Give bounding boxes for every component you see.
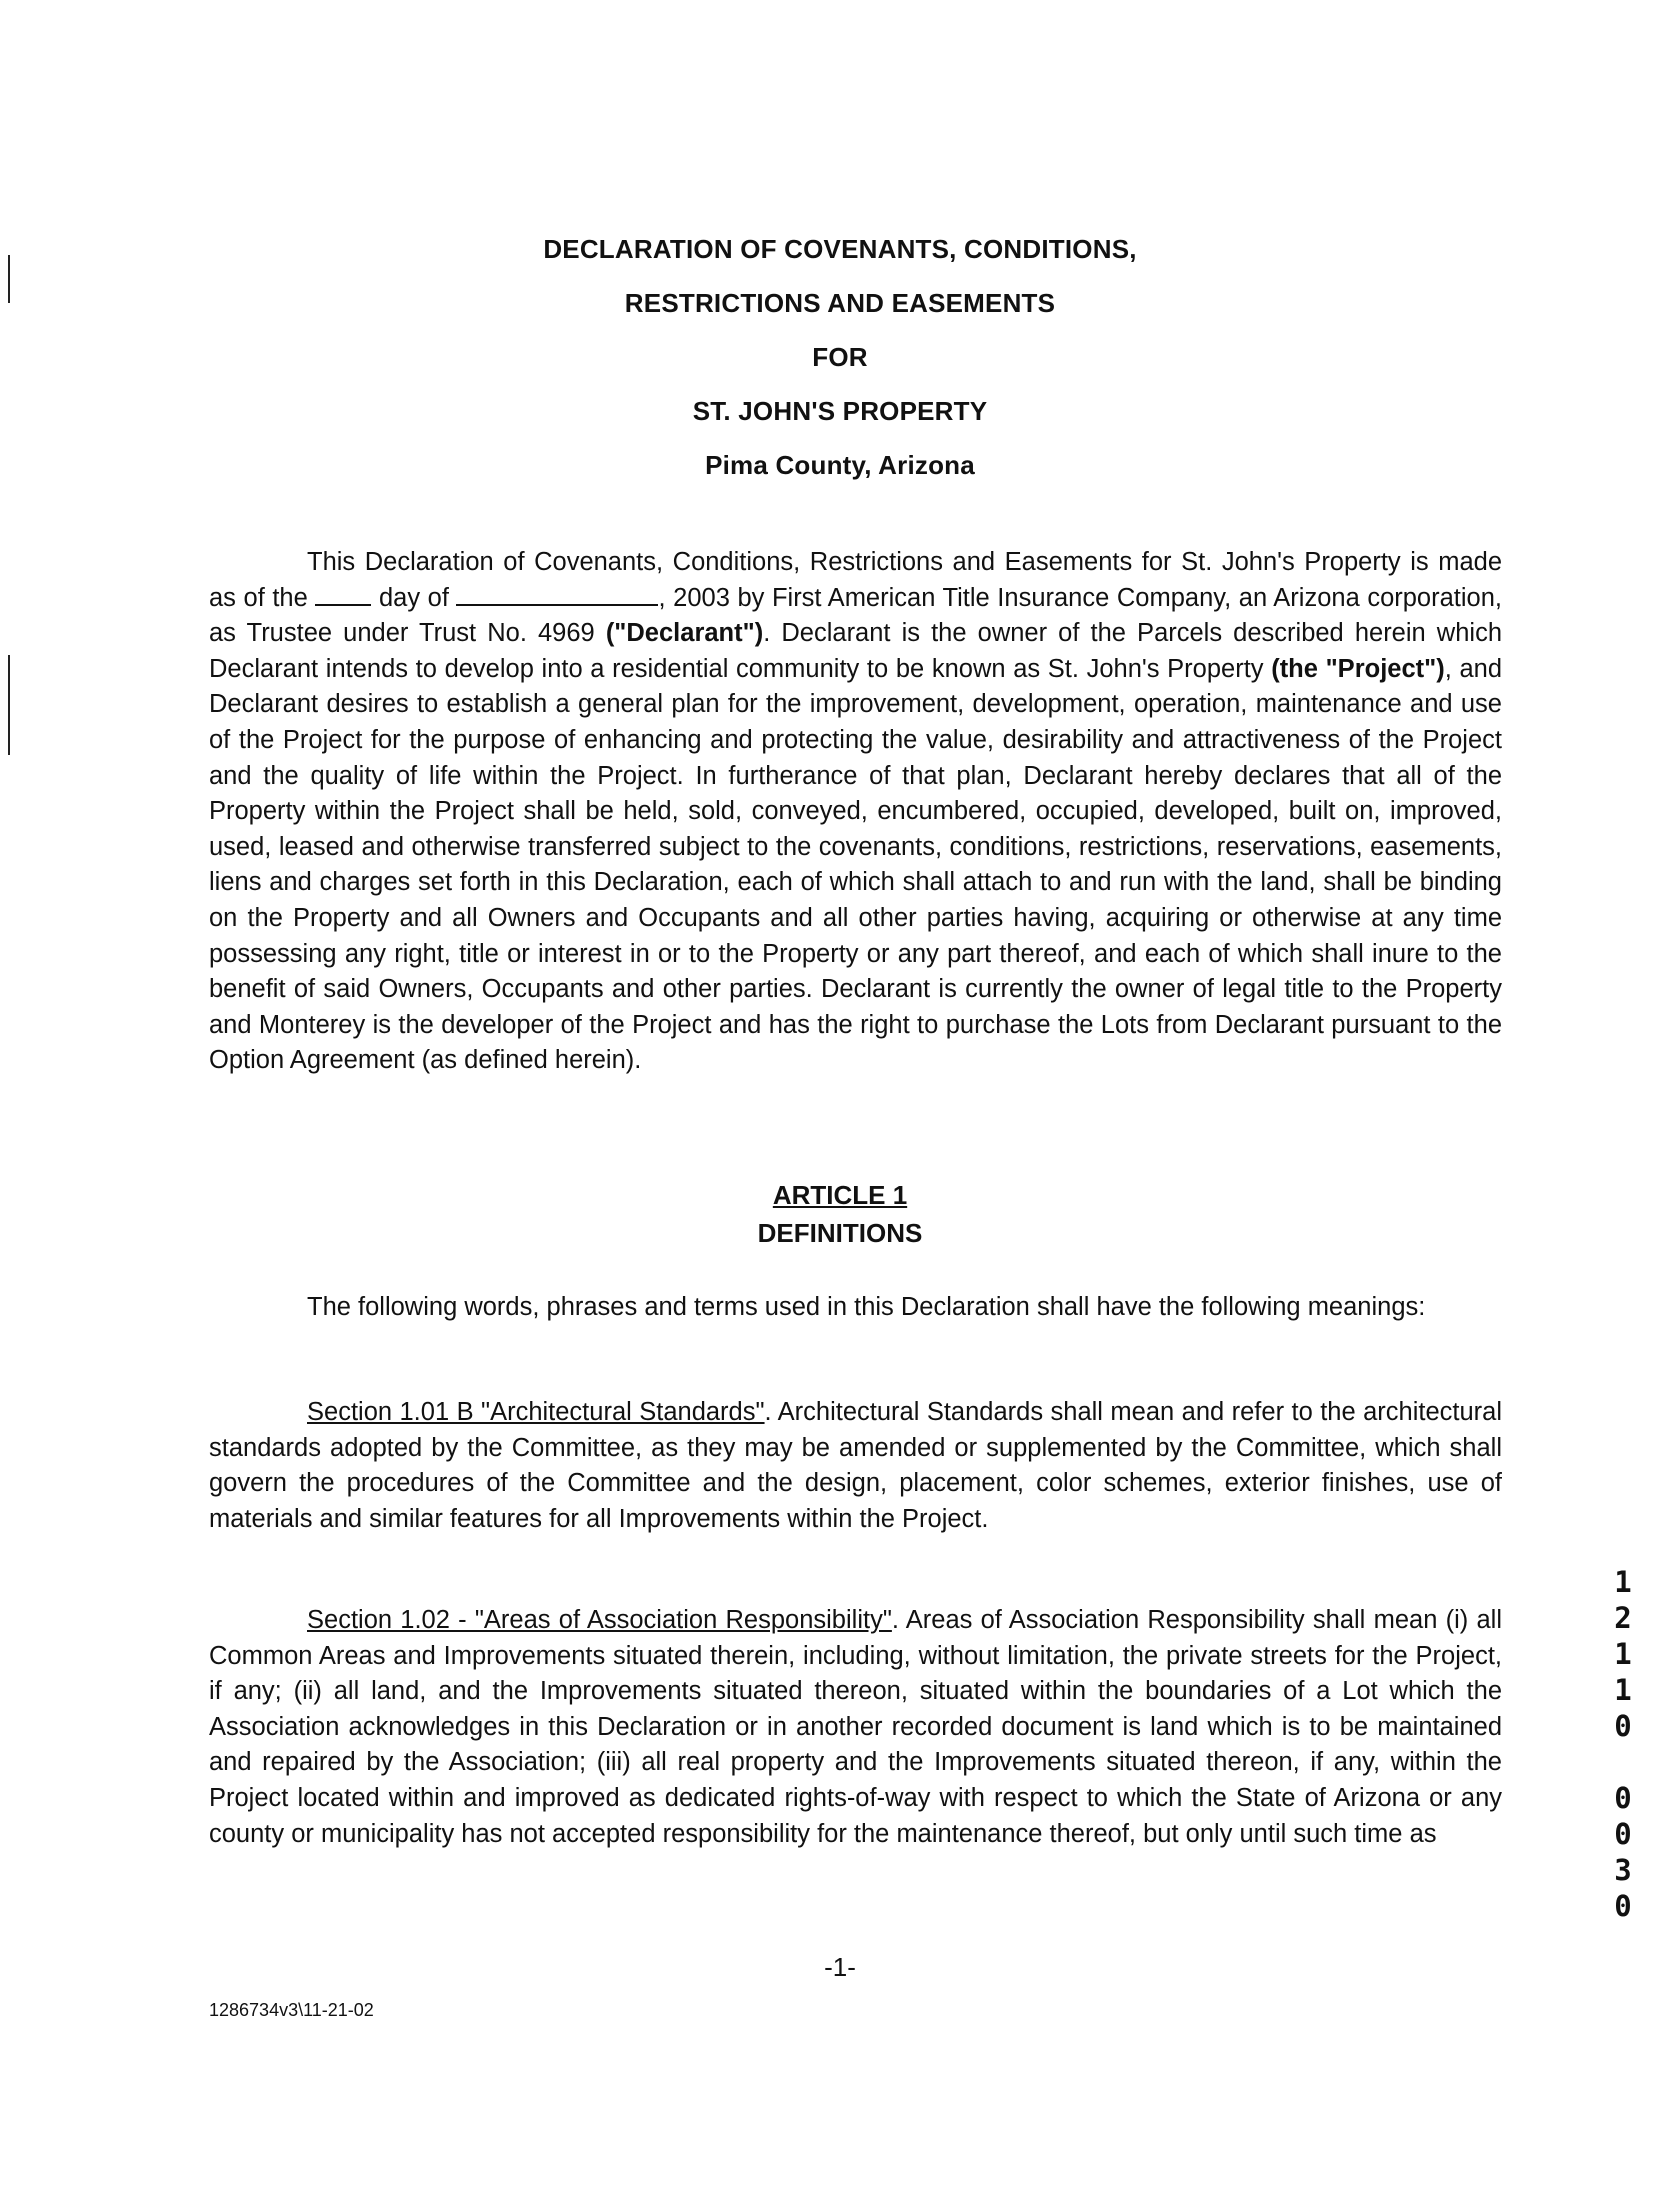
- intro-paragraph: [209, 545, 1502, 1079]
- intro-text: , and Declarant desires to establish a general plan for the improvement, development, operation, maintenance and use of the Project for the purpose of enhancing and protecting the value, desirability and attractiveness of the Project and the quality of life within the Project. In furtherance of that plan, Declarant hereby declares that all of the Property within the Project shall be held, sold, conveyed, encumbered, occupied, developed, built on, improved, used, leased and otherwise transferred subject to the covenants, conditions, restrictions, reservations, easements, liens and charges set forth in this Declaration, each of which shall attach to and run with the land, shall be binding on the Property and all Owners and Occupants and all other parties having, acquiring or otherwise at any time possessing any right, title or interest in or to the Property or any part thereof, and each of which shall inure to the benefit of said Owners, Occupants and other parties. Declarant is currently the owner of legal title to the Property and Monterey is the developer of the Project and has the right to purchase the Lots from Declarant pursuant to the Option Agreement (as defined herein).: [209, 654, 1502, 1075]
- article-name: DEFINITIONS: [757, 1218, 923, 1248]
- project-term: (the "Project"): [1271, 654, 1445, 683]
- intro-paragraph-block: [209, 545, 1502, 1079]
- stamp-digit: 0: [1614, 1781, 1632, 1815]
- page-number: -1-: [824, 1952, 856, 1982]
- section-text: . Architectural Standards shall mean and refer to the architectural standards adopted by the Committee, as they may be amended or supplemented by the Committee, which shall govern the procedures of the Committee and the design, placement, color schemes, exterior finishes, use of materials and similar features for all Improvements within the Project.: [209, 1398, 1502, 1533]
- intro-text: This Declaration of Covenants, Conditions, Restrictions and Easements for St. John's Property is made as of the: [209, 548, 1502, 612]
- stamp-digit: 1: [1614, 1565, 1632, 1599]
- declarant-term: ("Declarant"): [605, 619, 764, 648]
- section-1-02: [209, 1603, 1502, 1852]
- stamp-digit: 2: [1614, 1601, 1632, 1635]
- title-line: ST. JOHN'S PROPERTY: [692, 396, 988, 426]
- intro-text: day of: [371, 583, 457, 612]
- intro-text: , 2003 by First American Title Insurance Company, an Arizona corporation, as Trustee under Trust No. 4969: [209, 583, 1502, 648]
- stamp-digit: 1: [1614, 1673, 1632, 1707]
- section-text: . Areas of Association Responsibility shall mean (i) all Common Areas and Improvements situated therein, including, without limitation, the private streets for the Project, if any; (ii) all land, and the Improvements situated thereon, situated within the boundaries of a Lot which the Association acknowledges in this Declaration or in another recorded document is land which is to be maintained and repaired by the Association; (iii) all real property and the Improvements situated thereon, if any, within the Project located within and improved as dedicated rights-of-way with respect to which the State of Arizona or any county or municipality has not accepted responsibility for the maintenance thereof, but only until such time as: [209, 1606, 1502, 1848]
- title-line: DECLARATION OF COVENANTS, CONDITIONS,: [543, 234, 1137, 264]
- date-day-blank: [315, 582, 371, 606]
- stamp-digit: 3: [1614, 1853, 1632, 1887]
- title-line: FOR: [812, 342, 868, 372]
- date-month-blank: [456, 582, 658, 606]
- section-1-01: [209, 1395, 1502, 1537]
- title-line: RESTRICTIONS AND EASEMENTS: [624, 288, 1056, 318]
- stamp-digit: 0: [1614, 1817, 1632, 1851]
- stamp-digit: [1608, 1744, 1638, 1780]
- stamp-digit: 0: [1614, 1709, 1632, 1743]
- article-number: ARTICLE 1: [772, 1180, 908, 1210]
- stamp-digit: 0: [1614, 1889, 1632, 1923]
- document-id: 1286734v3\11-21-02: [209, 2000, 374, 2020]
- document-title: [0, 222, 1680, 492]
- section-heading: Section 1.01 B "Architectural Standards": [307, 1398, 765, 1426]
- intro-text: . Declarant is the owner of the Parcels described herein which Declarant intends to develop into a residential community to be known as St. John's Property: [209, 619, 1502, 683]
- title-line: Pima County, Arizona: [705, 450, 975, 480]
- definitions-intro-block: [209, 1290, 1502, 1326]
- definitions-intro: The following words, phrases and terms used in this Declaration shall have the following meanings:: [307, 1293, 1426, 1321]
- scan-margin-mark: [8, 655, 10, 755]
- section-paragraph: [209, 1603, 1502, 1852]
- section-paragraph: [209, 1395, 1502, 1537]
- section-heading: Section 1.02 - "Areas of Association Responsibility": [307, 1606, 892, 1634]
- stamp-digit: 1: [1614, 1637, 1632, 1671]
- article-heading: [0, 1176, 1680, 1252]
- recording-stamp: [1608, 1564, 1638, 1924]
